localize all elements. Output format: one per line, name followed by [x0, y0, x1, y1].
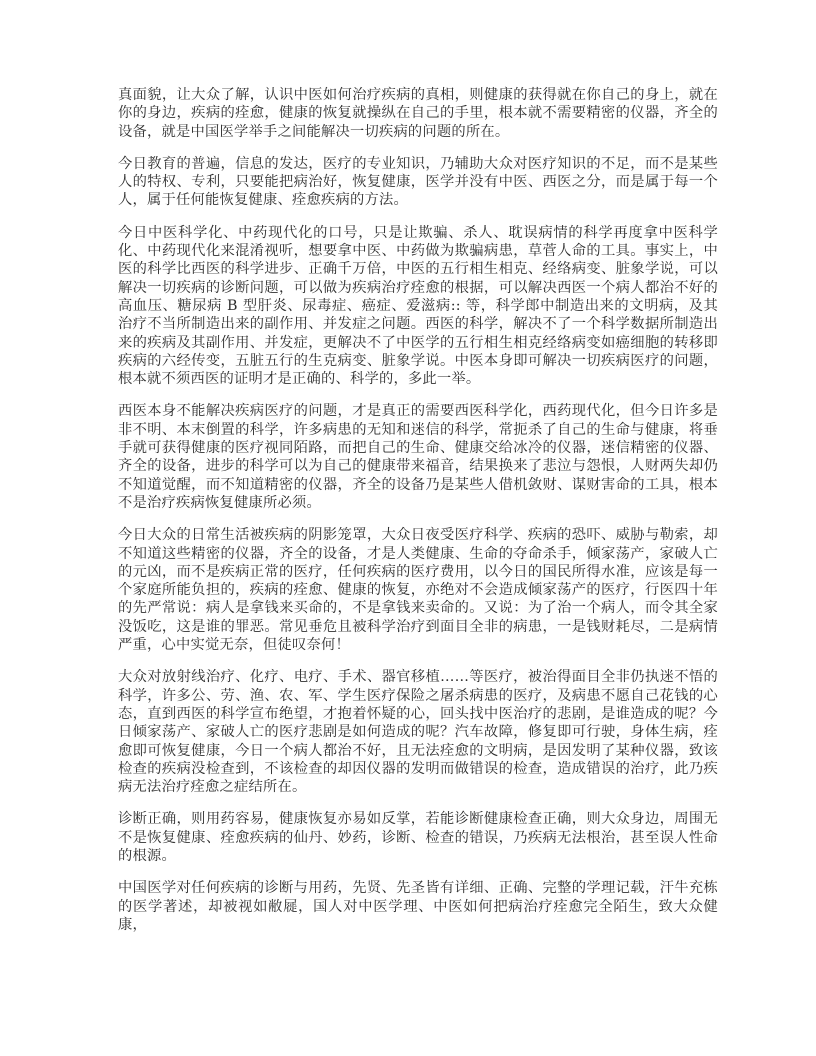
paragraph-8: 中国医学对任何疾病的诊断与用药，先贤、先圣皆有详细、正确、完整的学理记载，汗牛充栋的医学著述，却被视如敝屣，国人对中医学理、中医如何把病治疗痊愈完全陌生，致大众健康， [118, 880, 718, 933]
paragraph-1: 真面貌，让大众了解，认识中医如何治疗疾病的真相，则健康的获得就在你自己的身上，就在你的身边，疾病的痊愈，健康的恢复就操纵在自己的手里，根本就不需要精密的仪器，齐全的设备，就是中国医学举手之间能解决一切疾病的问题的所在。 [118, 87, 718, 140]
paragraph-6: 大众对放射线治疗、化疗、电疗、手术、器官移植……等医疗，被治得面目全非仍执迷不悟的科学，许多公、劳、渔、农、军、学生医疗保险之屠杀病患的医疗，及病患不愿自己花钱的心态，直到西医的科学宣布绝望，才抱着怀疑的心，回头找中医治疗的悲剧，是谁造成的呢？今日倾家荡产、家破人亡的医疗悲剧是如何造成的呢？汽车故障，修复即可行驶，身体生病，痊愈即可恢复健康，今日一个病人都治不好，且无法痊愈的文明病，是因发明了某种仪器，致该检查的疾病没检查到，不该检查的却因仪器的发明而做错误的检查，造成错误的治疗，此乃疾病无法治疗痊愈之症结所在。 [118, 669, 718, 796]
paragraph-2: 今日教育的普遍，信息的发达，医疗的专业知识，乃辅助大众对医疗知识的不足，而不是某些人的特权、专利，只要能把病治好，恢复健康，医学并没有中医、西医之分，而是属于每一个人，属于任何能恢复健康、痊愈疾病的方法。 [118, 155, 718, 209]
paragraph-4: 西医本身不能解决疾病医疗的问题，才是真正的需要西医科学化，西药现代化，但今日许多是非不明、本末倒置的科学，许多病患的无知和迷信的科学，常扼杀了自己的生命与健康，将垂手就可获得健康的医疗视同陌路，而把自己的生命、健康交给冰冷的仪器，迷信精密的仪器、齐全的设备，进步的科学可以为自己的健康带来福音，结果换来了悲泣与怨恨，人财两失却仍不知道觉醒，而不知道精密的仪器，齐全的设备乃是某些人借机敛财、谋财害命的工具，根本不是治疗疾病恢复健康所必须。 [118, 403, 718, 511]
paragraph-3: 今日中医科学化、中药现代化的口号，只是让欺骗、杀人、耽误病情的科学再度拿中医科学化、中药现代化来混淆视听，想要拿中医、中药做为欺骗病患，草菅人命的工具。事实上，中医的科学比西医的科学进步、正确千万倍，中医的五行相生相克、经络病变、脏象学说，可以解决一切疾病的诊断问题，可以做为疾病治疗痊愈的根据，可以解决西医一个病人都治不好的高血压、糖尿病 B 型肝炎、尿毒症、癌症、爱滋病:: 等，科学郎中制造出来的文明病，及其治疗不当所制造出来的副作用、并发症之问题。西医的科学，解决不了一个科学数据所制造出来的疾病及其副作用、并发症，更解决不了中医学的五行相生相克经络病变如癌细胞的转移即疾病的六经传变，五脏五行的生克病变、脏象学说。中医本身即可解决一切疾病医疗的问题，根本就不须西医的证明才是正确的、科学的，多此一举。 [118, 224, 718, 388]
paragraph-5: 今日大众的日常生活被疾病的阴影笼罩，大众日夜受医疗科学、疾病的恐吓、威胁与勒索，却不知道这些精密的仪器，齐全的设备，才是人类健康、生命的夺命杀手，倾家荡产，家破人亡的元凶，而不是疾病正常的医疗，任何疾病的医疗费用，以今日的国民所得水准，应该是每一个家庭所能负担的，疾病的痊愈、健康的恢复，亦绝对不会造成倾家荡产的医疗，行医四十年的先严常说：病人是拿钱来买命的，不是拿钱来卖命的。又说：为了治一个病人，而令其全家没饭吃，这是谁的罪恶。常见垂危且被科学治疗到面目全非的病患，一是钱财耗尽，二是病情严重，心中实觉无奈，但徒叹奈何！ [118, 527, 718, 654]
document-text-block [118, 86, 718, 948]
paragraph-7: 诊断正确，则用药容易，健康恢复亦易如反掌，若能诊断健康检查正确，则大众身边，周围无不是恢复健康、痊愈疾病的仙丹、妙药，诊断、检查的错误，乃疾病无法根治，甚至误人性命的根源。 [118, 811, 718, 864]
